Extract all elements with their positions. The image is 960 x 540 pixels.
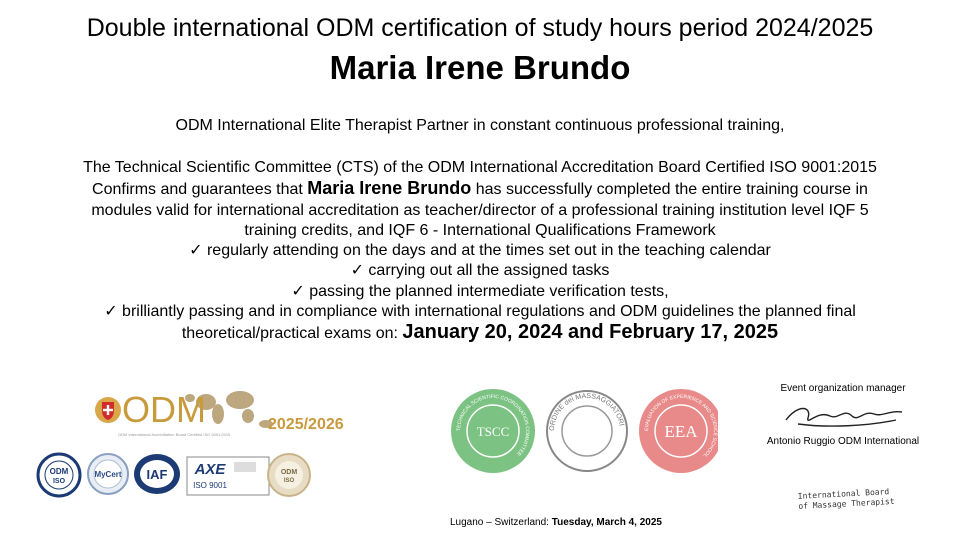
odm-mark: ODM	[122, 389, 206, 430]
odm-ring-text: ORDINE dei MASSAGGIATORI	[548, 392, 625, 432]
check-item-attending: ✓ regularly attending on the days and at the times set out in the teaching calendar	[189, 242, 771, 260]
odm-stamp-seal	[547, 391, 627, 471]
body-line-committee: The Technical Scientific Committee (CTS) of the ODM International Accreditation Board Certified ISO 9001:2015	[83, 159, 877, 176]
badge-odm-text: ODM	[49, 467, 69, 476]
signature-name: Antonio Ruggio ODM International	[766, 436, 920, 447]
odm-year-label: 2025/2026	[268, 416, 344, 433]
eea-text: EEA	[664, 422, 698, 441]
exam-dates-label: theoretical/practical exams on:	[181, 325, 403, 343]
badge-mycert-text: MyCert	[94, 470, 122, 479]
body-line-credits: training credits, and IQF 6 - International Qualifications Framework	[244, 221, 716, 239]
body-confirms-post: has successfully completed the entire training course in	[471, 181, 868, 199]
handwritten-signature	[778, 398, 908, 434]
signature-title: Event organization manager	[780, 383, 906, 394]
body-line-confirms	[0, 178, 960, 200]
odm-logo-caption: ODM International Accreditation Board Certified ISO 9001:2015	[118, 432, 231, 437]
odm-iso-gold-badge	[266, 452, 312, 498]
mycert-badge	[86, 452, 130, 496]
certificate-title: Double international ODM certification of study hours period 2024/2025	[86, 14, 874, 42]
body-recipient-name: Maria Irene Brundo	[307, 178, 472, 199]
footer-place: Lugano – Switzerland:	[450, 517, 552, 528]
stamp-line-2: of Massage Therapist	[798, 496, 895, 511]
eea-seal	[639, 389, 718, 473]
footer-place-date	[450, 517, 662, 528]
body-line-modules: modules valid for international accreditation as teacher/director of a professional training institution level IQF 5	[91, 201, 869, 219]
badge-odm2-text: ODM	[280, 469, 298, 476]
signature-block	[748, 383, 938, 447]
tscc-ring-text: TECHNICAL SCIENTIFIC COORDINATION COMMITTEE	[455, 393, 531, 457]
seals-row	[448, 386, 718, 476]
badge-iso-text: ISO	[52, 478, 66, 485]
intro-text: ODM International Elite Therapist Partner in constant continuous professional training,	[175, 117, 785, 134]
swiss-shield-icon	[95, 397, 121, 423]
recipient-name: Maria Irene Brundo	[329, 49, 631, 86]
badge-iaf-text: IAF	[146, 467, 168, 482]
badge-axe-text: AXE	[194, 461, 226, 478]
axe-iso-badge	[186, 456, 270, 496]
check-item-tasks: ✓ carrying out all the assigned tasks	[350, 262, 610, 280]
check-item-tests: ✓ passing the planned intermediate verification tests,	[291, 282, 669, 300]
eea-ring-text: EVALUATION OF EXPERIENCE AND SCIENCE SCHOOL	[643, 393, 718, 459]
board-stamp	[798, 486, 909, 512]
odm-iso-badge	[36, 452, 82, 498]
stamp-line-1: International Board	[797, 487, 890, 501]
footer-date: Tuesday, March 4, 2025	[551, 517, 662, 528]
certificate-body	[0, 158, 960, 345]
iaf-badge	[132, 452, 182, 496]
tscc-seal	[451, 389, 535, 473]
check-item-exams: ✓ brilliantly passing and in compliance with international regulations and ODM guidelines the planned final	[104, 303, 856, 321]
body-confirms-pre: Confirms and guarantees that	[92, 181, 308, 199]
exam-dates: January 20, 2024 and February 17, 2025	[402, 321, 779, 344]
badge-axe-iso-text: ISO 9001	[193, 481, 227, 490]
badge-iso2-text: ISO	[283, 478, 295, 484]
body-line-exam-dates	[0, 322, 960, 344]
tscc-text: TSCC	[476, 424, 510, 439]
